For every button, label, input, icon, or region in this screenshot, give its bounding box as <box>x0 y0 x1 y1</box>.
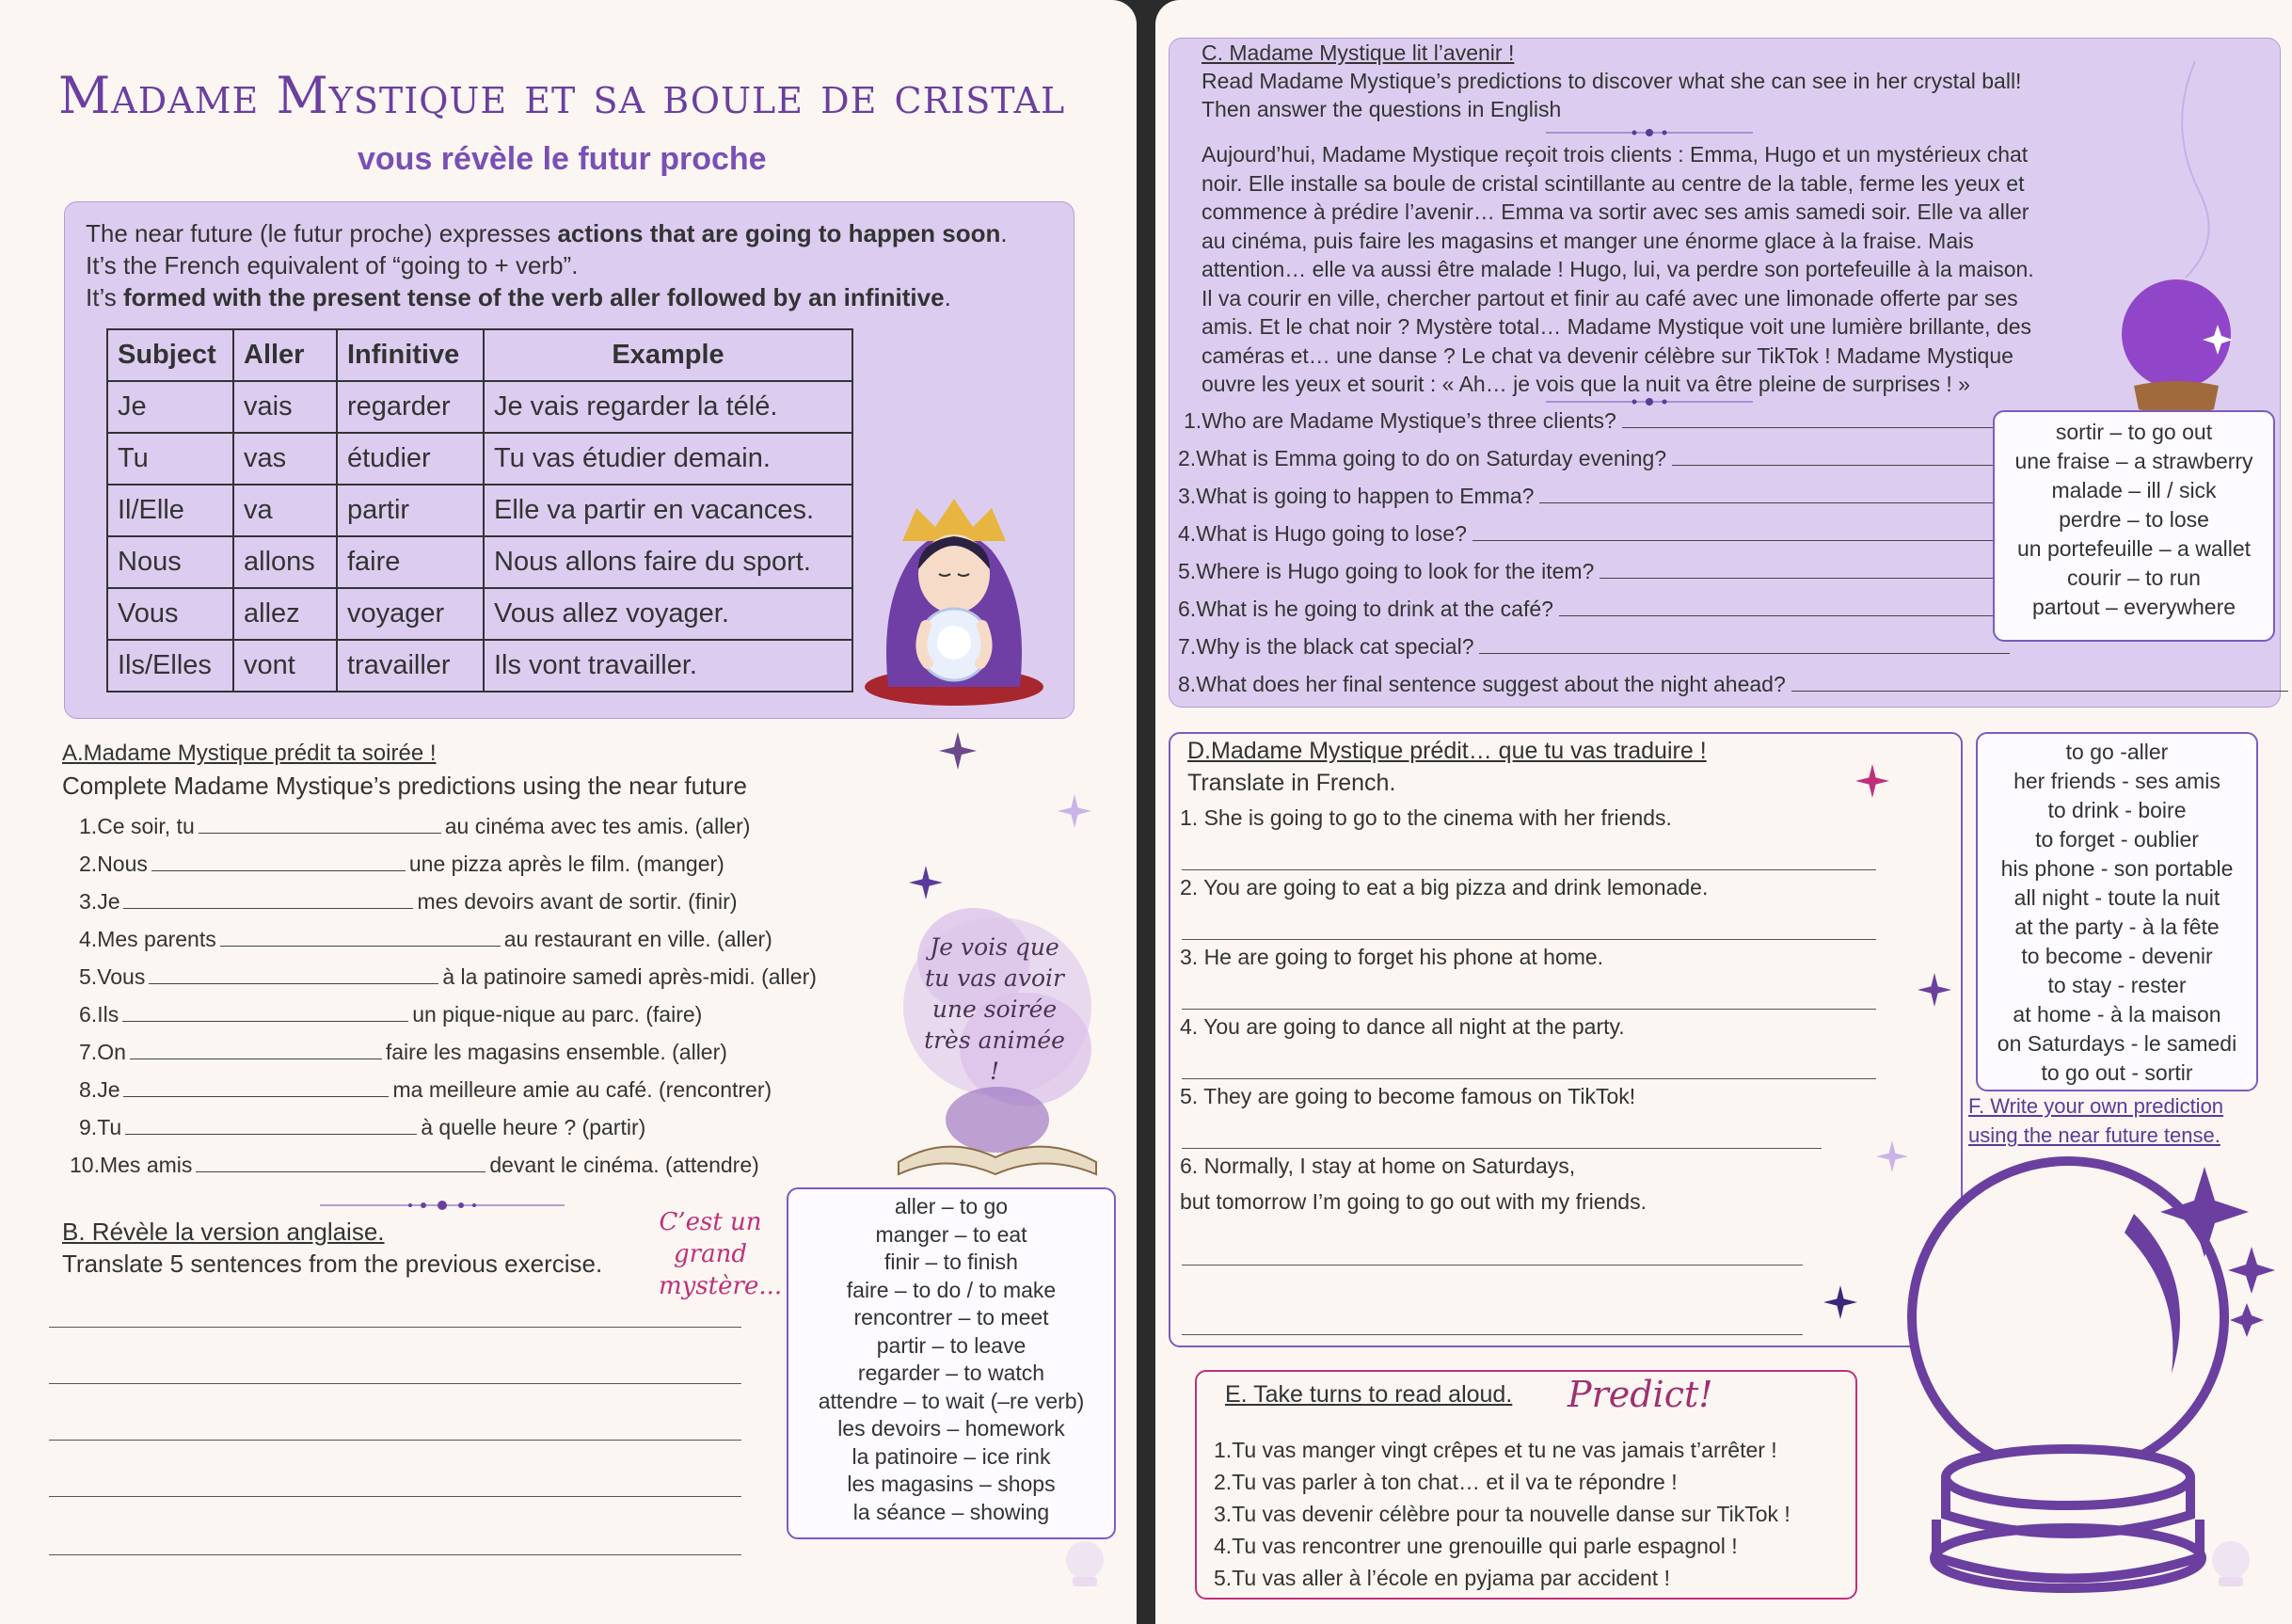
answer-line[interactable] <box>1472 540 2010 541</box>
item-number: 9. <box>79 1115 98 1139</box>
item-text: faire les magasins ensemble. (aller) <box>385 1040 727 1064</box>
table-cell: étudier <box>337 433 484 485</box>
item-number: 3. <box>79 889 98 914</box>
vocab-box-d <box>1976 732 2258 1091</box>
exercise-item <box>79 1040 727 1065</box>
answer-blank[interactable] <box>130 1058 382 1059</box>
vocab-item: regarder – to watch <box>857 1361 1045 1385</box>
question-text: Who are Madame Mystique’s three clients? <box>1202 408 1616 433</box>
vocab-item: to go out - sortir <box>2041 1060 2193 1085</box>
item-text: mes devoirs avant de sortir. (finir) <box>417 889 738 914</box>
intro-line-2: It’s the French equivalent of “going to + verb”. <box>86 251 579 279</box>
answer-line[interactable] <box>1182 939 1876 940</box>
column-header: Infinitive <box>337 329 484 381</box>
list-item: 1.Tu vas manger vingt crêpes et tu ne vas jamais t’arrêter ! <box>1214 1438 1777 1462</box>
exercise-item <box>79 964 817 990</box>
vocab-item: to stay - rester <box>2047 973 2187 997</box>
table-cell: regarder <box>337 381 484 433</box>
column-header: Example <box>484 329 852 381</box>
vocab-item: une fraise – a strawberry <box>2014 449 2253 473</box>
reading-line: Il va courir en ville, chercher partout et finir au café avec une limonade offerte par ses <box>1202 285 2018 310</box>
reading-text <box>1202 140 2034 399</box>
table-row <box>107 433 852 485</box>
list-item: 3.Tu vas devenir célèbre pour ta nouvelle danse sur TikTok ! <box>1214 1502 1791 1526</box>
vocab-item: perdre – to lose <box>2059 507 2209 532</box>
translation-item: 5. They are going to become famous on TikTok! <box>1180 1084 1636 1108</box>
table-cell: Ils/Elles <box>107 640 233 692</box>
item-text: devant le cinéma. (attendre) <box>489 1153 759 1177</box>
question-text: What is going to happen to Emma? <box>1196 484 1535 508</box>
table-row <box>107 640 852 692</box>
predict-badge: Predict! <box>1568 1374 1713 1415</box>
reading-line: ouvre les yeux et sourit : « Ah… je vois que la nuit va être pleine de surprises ! » <box>1202 372 1970 396</box>
list-item: 4.Tu vas rencontrer une grenouille qui parle espagnol ! <box>1214 1534 1738 1558</box>
answer-line[interactable] <box>1182 869 1876 870</box>
sparkle-icon <box>939 732 977 770</box>
answer-line[interactable] <box>1182 1078 1876 1079</box>
sparkle-icon <box>1823 1285 1857 1319</box>
answer-line[interactable] <box>1182 1265 1803 1266</box>
vocab-item: les devoirs – homework <box>837 1416 1065 1441</box>
item-number: 8. <box>79 1077 98 1102</box>
crystal-ball-illustration <box>2110 52 2242 419</box>
item-number: 1. <box>79 814 98 838</box>
page-subtitle: vous révèle le futur proche <box>358 141 767 177</box>
fortune-teller-illustration <box>860 485 1048 710</box>
vocab-item: to go -aller <box>2065 740 2169 764</box>
exercise-item <box>70 1153 759 1178</box>
vocab-item: faire – to do / to make <box>846 1277 1057 1302</box>
section-c-title: C. Madame Mystique lit l’avenir ! <box>1202 40 1515 65</box>
exercise-item <box>79 1115 645 1140</box>
table-cell: Vous <box>107 588 233 640</box>
vocab-item: un portefeuille – a wallet <box>2016 536 2252 561</box>
vocab-item: aller – to go <box>894 1194 1009 1218</box>
question-row <box>1178 634 2010 660</box>
section-e-box <box>1195 1370 1857 1600</box>
translation-item: 6. Normally, I stay at home on Saturdays, <box>1180 1154 1576 1178</box>
vocab-item: courir – to run <box>2067 565 2201 590</box>
item-text: un pique-nique au parc. (faire) <box>412 1002 703 1027</box>
divider-ornament <box>320 1195 565 1216</box>
question-number: 1. <box>1184 408 1202 433</box>
item-text: à la patinoire samedi après-midi. (aller) <box>442 964 817 989</box>
vocab-item: finir – to finish <box>884 1250 1018 1274</box>
vocab-item: on Saturdays - le samedi <box>1997 1031 2237 1056</box>
answer-line[interactable] <box>1559 615 2010 616</box>
item-number: 2. <box>79 852 98 876</box>
vocab-item: at home - à la maison <box>2013 1002 2221 1027</box>
item-number: 7. <box>79 1040 98 1064</box>
table-cell: vais <box>233 381 337 433</box>
section-f-title-line: F. Write your own prediction <box>1968 1094 2224 1118</box>
item-text: Mes parents <box>97 927 216 951</box>
item-text: Nous <box>97 852 148 876</box>
table-cell: allez <box>233 588 337 640</box>
intro-text: . <box>944 283 951 311</box>
answer-blank[interactable] <box>199 832 441 834</box>
table-cell: allons <box>233 536 337 588</box>
item-text: Mes amis <box>99 1153 193 1177</box>
answer-line[interactable] <box>49 1327 741 1328</box>
answer-line[interactable] <box>1600 578 2010 579</box>
answer-line[interactable] <box>1622 427 2010 428</box>
question-row <box>1178 484 2010 509</box>
vocab-item: sortir – to go out <box>2055 420 2213 444</box>
reading-line: noir. Elle installe sa boule de cristal scintillante au centre de la table, ferme les yeux et <box>1202 170 2025 196</box>
question-number: 7. <box>1178 634 1197 659</box>
answer-line[interactable] <box>1791 691 2288 692</box>
section-a-title: A.Madame Mystique prédit ta soirée ! <box>62 740 437 766</box>
translation-item: 2. You are going to eat a big pizza and drink lemonade. <box>1180 875 1709 900</box>
vocab-item: all night - toute la nuit <box>2013 885 2220 910</box>
section-c-instruction: Read Madame Mystique’s predictions to discover what she can see in her crystal ball! <box>1202 69 2022 93</box>
list-item: 5.Tu vas aller à l’école en pyjama par accident ! <box>1214 1566 1670 1590</box>
vocab-item: to drink - boire <box>2047 798 2187 822</box>
answer-line[interactable] <box>1182 1148 1822 1149</box>
vocab-item: to become - devenir <box>2021 944 2213 968</box>
question-number: 6. <box>1178 597 1197 621</box>
item-text: ma meilleure amie au café. (rencontrer) <box>392 1077 772 1102</box>
answer-line[interactable] <box>49 1383 741 1384</box>
page-title: Madame Mystique et sa boule de cristal <box>58 66 1066 125</box>
divider-ornament <box>1546 125 1753 140</box>
question-text: Why is the black cat special? <box>1196 634 1474 659</box>
question-text: What does her final sentence suggest about the night ahead? <box>1196 672 1786 696</box>
vocab-box-c <box>1993 410 2275 642</box>
question-number: 8. <box>1178 672 1197 696</box>
table-cell: vont <box>233 640 337 692</box>
vocab-item: la patinoire – ice rink <box>852 1443 1051 1469</box>
conjugation-table <box>106 328 853 693</box>
item-text: Ils <box>97 1002 119 1027</box>
reading-line: caméras et… une danse ? Le chat va devenir célèbre sur TikTok ! Madame Mystique <box>1202 342 2013 368</box>
section-b-instruction: Translate 5 sentences from the previous exercise. <box>62 1250 603 1278</box>
speech-bubble: Je vois que tu vas avoir une soirée très animée ! <box>924 933 1065 1085</box>
reading-line: au cinéma, puis faire les magasins et manger une énorme glace à la fraise. Mais <box>1202 228 1974 253</box>
table-cell: Tu vas étudier demain. <box>484 433 852 485</box>
crystal-ball-icon <box>1063 1539 1106 1592</box>
mystery-note: C’est un grand mystère... <box>659 1208 783 1300</box>
exercise-item <box>79 889 738 915</box>
answer-blank[interactable] <box>220 945 501 947</box>
intro-text: . <box>1000 219 1008 247</box>
table-cell: Je <box>107 381 233 433</box>
table-cell: partir <box>337 485 484 536</box>
table-cell: Je vais regarder la télé. <box>484 381 852 433</box>
answer-blank[interactable] <box>196 1170 485 1172</box>
vocab-item: partir – to leave <box>876 1332 1027 1358</box>
sparkle-icon <box>1058 794 1091 828</box>
table-cell: Nous allons faire du sport. <box>484 536 852 588</box>
answer-blank[interactable] <box>122 1020 408 1022</box>
exercise-item <box>79 927 772 952</box>
read-aloud-list <box>1214 1434 1791 1594</box>
question-number: 4. <box>1178 521 1197 546</box>
question-row <box>1178 521 2010 547</box>
table-cell: Tu <box>107 433 233 485</box>
intro-text: The near future (le futur proche) expresses <box>86 219 558 247</box>
answer-line[interactable] <box>49 1496 741 1497</box>
question-row <box>1178 672 2288 697</box>
answer-line[interactable] <box>1539 502 2010 503</box>
translation-item: 4. You are going to dance all night at the party. <box>1180 1014 1625 1039</box>
reading-line: commence à prédire l’avenir… Emma va sortir avec ses amis samedi soir. Elle va aller <box>1202 199 2029 224</box>
vocab-item: to forget - oublier <box>2035 827 2199 852</box>
table-cell: va <box>233 485 337 536</box>
reading-line: amis. Et le chat noir ? Mystère total… Madame Mystique voit une lumière brillante, des <box>1202 314 2032 339</box>
section-a-instruction: Complete Madame Mystique’s predictions using the near future <box>62 772 747 800</box>
question-text: What is Hugo going to lose? <box>1196 521 1467 546</box>
table-cell: Il/Elle <box>107 485 233 536</box>
item-number: 5. <box>79 964 98 989</box>
vocab-item: malade – ill / sick <box>2051 478 2217 502</box>
table-cell: Elle va partir en vacances. <box>484 485 852 536</box>
question-number: 3. <box>1178 484 1197 508</box>
vocab-item: his phone - son portable <box>2000 856 2234 881</box>
item-text: au restaurant en ville. (aller) <box>503 927 772 951</box>
conjugation-table-wrap <box>106 328 853 693</box>
column-header: Aller <box>233 329 337 381</box>
sparkle-icon <box>909 866 943 900</box>
item-number: 10. <box>70 1153 100 1177</box>
table-row <box>107 485 852 536</box>
item-number: 4. <box>79 927 98 951</box>
left-page <box>0 0 1137 1624</box>
question-text: What is Emma going to do on Saturday evening? <box>1196 446 1667 470</box>
answer-blank[interactable] <box>151 869 406 871</box>
item-text: On <box>97 1040 126 1064</box>
grammar-intro <box>86 217 1064 313</box>
question-text: What is he going to drink at the café? <box>1196 597 1553 621</box>
exercise-item <box>79 852 724 877</box>
crystal-ball-icon <box>2209 1539 2252 1592</box>
translation-item: 1. She is going to go to the cinema with her friends. <box>1180 805 1672 830</box>
sparkle-icon <box>1918 973 1951 1007</box>
vocab-item: her friends - ses amis <box>2013 769 2220 793</box>
vocab-item: la séance – showing <box>852 1499 1050 1524</box>
table-cell: Vous allez voyager. <box>484 588 852 640</box>
item-number: 6. <box>79 1002 98 1027</box>
item-text: au cinéma avec tes amis. (aller) <box>444 814 751 838</box>
question-row <box>1178 597 2010 622</box>
item-text: à quelle heure ? (partir) <box>421 1115 646 1139</box>
answer-line[interactable] <box>1182 1334 1803 1335</box>
intro-bold: actions that are going to happen soon <box>557 219 1001 247</box>
table-cell: vas <box>233 433 337 485</box>
column-header: Subject <box>107 329 233 381</box>
reading-line: Aujourd’hui, Madame Mystique reçoit trois clients : Emma, Hugo et un mystérieux chat <box>1202 142 2029 167</box>
translation-item: but tomorrow I’m going to go out with my friends. <box>1180 1189 1647 1214</box>
answer-blank[interactable] <box>125 1133 417 1135</box>
question-number: 2. <box>1178 446 1197 470</box>
table-cell: faire <box>337 536 484 588</box>
answer-line[interactable] <box>1182 1009 1876 1010</box>
vocab-item: les magasins – shops <box>847 1472 1056 1496</box>
question-text: Where is Hugo going to look for the item? <box>1196 559 1595 583</box>
exercise-item <box>79 814 750 839</box>
table-cell: travailler <box>337 640 484 692</box>
sparkle-icon <box>1876 1140 1908 1172</box>
vocab-box-a <box>787 1187 1116 1539</box>
exercise-item <box>79 1077 772 1103</box>
section-d-box <box>1169 732 1963 1347</box>
translation-item: 3. He are going to forget his phone at home. <box>1180 945 1604 969</box>
section-d-instruction: Translate in French. <box>1187 770 1396 796</box>
question-row <box>1178 559 2010 584</box>
answer-blank[interactable] <box>123 907 413 909</box>
intro-text: It’s <box>86 283 123 311</box>
item-text: Je <box>97 1077 120 1102</box>
vocab-item: at the party - à la fête <box>2014 915 2220 939</box>
section-b-title: B. Révèle la version anglaise. <box>62 1218 385 1246</box>
exercise-item <box>79 1002 702 1027</box>
divider-ornament <box>1546 394 1753 409</box>
vocab-item: rencontrer – to meet <box>853 1305 1049 1329</box>
question-number: 5. <box>1178 559 1197 583</box>
table-row <box>107 536 852 588</box>
answer-line[interactable] <box>49 1440 741 1441</box>
question-row <box>1184 408 2010 434</box>
answer-blank[interactable] <box>149 982 438 984</box>
section-e-title: E. Take turns to read aloud. <box>1225 1381 1513 1408</box>
item-text: Je <box>97 889 120 914</box>
right-page <box>1155 0 2292 1624</box>
item-text: une pizza après le film. (manger) <box>408 852 724 876</box>
answer-line[interactable] <box>1672 465 2010 466</box>
list-item: 2.Tu vas parler à ton chat… et il va te répondre ! <box>1214 1470 1678 1494</box>
item-text: Tu <box>97 1115 122 1139</box>
table-header-row <box>107 329 852 381</box>
section-f-title-line: using the near future tense. <box>1968 1123 2220 1147</box>
sparkle-icon <box>1855 764 1889 798</box>
section-d-title: D.Madame Mystique prédit… que tu vas traduire ! <box>1187 738 1707 764</box>
intro-bold: formed with the present tense of the verb aller followed by an infinitive <box>122 283 945 311</box>
table-cell: Ils vont travailler. <box>484 640 852 692</box>
item-text: Ce soir, tu <box>97 814 195 838</box>
reading-line: attention… elle va aussi être malade ! Hugo, lui, va perdre son portefeuille à la maison. <box>1202 257 2034 281</box>
question-row <box>1178 446 2010 471</box>
answer-blank[interactable] <box>123 1095 389 1097</box>
vocab-item: attendre – to wait (–re verb) <box>818 1388 1085 1413</box>
answer-line[interactable] <box>49 1554 741 1555</box>
answer-line[interactable] <box>1479 653 2010 654</box>
grammar-box <box>64 201 1074 719</box>
item-text: Vous <box>97 964 146 989</box>
table-row <box>107 588 852 640</box>
vocab-item: partout – everywhere <box>2031 595 2236 619</box>
vocab-item: manger – to eat <box>875 1221 1027 1247</box>
section-c-instruction: Then answer the questions in English <box>1202 97 1562 121</box>
table-cell: voyager <box>337 588 484 640</box>
table-cell: Nous <box>107 536 233 588</box>
table-row <box>107 381 852 433</box>
